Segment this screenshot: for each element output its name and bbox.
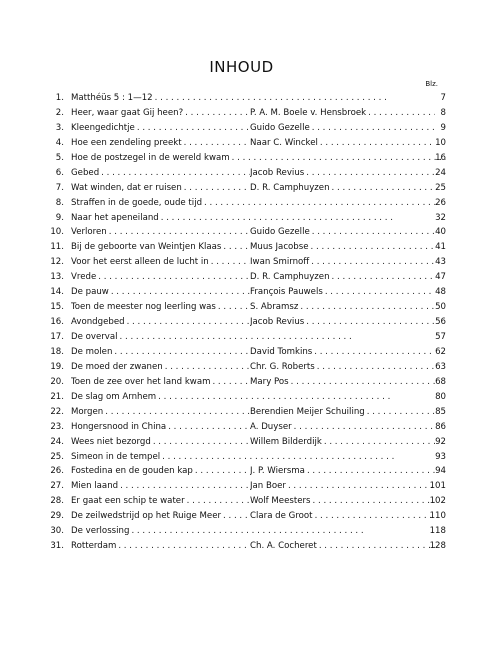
entry-page-number: 48 [435, 287, 446, 298]
entry-author-wrap [250, 494, 435, 509]
entry-page-number: 85 [435, 406, 446, 417]
entry-author-wrap [250, 166, 435, 181]
entry-number: 6. [55, 167, 64, 178]
entry-author: Guido Gezelle [250, 227, 310, 238]
entry-title: De overval [71, 332, 118, 342]
entry-author: Iwan Smirnoff [250, 257, 310, 268]
entry-number: 18. [50, 346, 64, 357]
entry-author-wrap [250, 435, 435, 450]
entry-page-number: 43 [435, 257, 446, 268]
entry-title: Gebed [71, 167, 100, 178]
toc-entry [50, 151, 446, 166]
entry-page-number: 68 [435, 376, 446, 387]
entry-number: 29. [50, 511, 64, 522]
toc-entry [50, 240, 446, 255]
entry-author: Ch. A. Cocheret [250, 541, 317, 552]
entry-title: De moed der zwanen [71, 361, 163, 372]
entry-title: Toen de zee over het land kwam [71, 376, 211, 387]
entry-page-number: 26 [435, 197, 446, 208]
toc-entry [50, 285, 446, 300]
toc-entry [50, 360, 446, 375]
entry-title: Bij de geboorte van Weintjen Klaas [71, 242, 222, 253]
entry-page-number: 24 [435, 167, 446, 178]
entry-author-wrap [250, 106, 435, 121]
entry-author-wrap [250, 539, 435, 554]
entry-number: 1. [55, 93, 64, 103]
entry-author-wrap [250, 255, 435, 270]
entry-author-wrap [250, 345, 435, 360]
entry-title: De pauw [71, 287, 109, 298]
entry-page-number: 47 [435, 272, 446, 283]
entry-author: P. A. M. Boele v. Hensbroek [250, 107, 367, 118]
entry-number: 16. [50, 317, 64, 328]
entry-title-wrap [71, 106, 261, 121]
entry-number: 27. [50, 481, 64, 492]
entry-title: De molen [71, 346, 113, 357]
entry-title: Morgen [71, 406, 104, 417]
entry-title: Hongersnood in China [71, 421, 167, 432]
entry-title-wrap [71, 375, 261, 390]
entry-author: Mary Pos [250, 376, 289, 387]
entry-title: Kleengedichtje [71, 122, 135, 133]
entry-title-wrap [71, 345, 261, 360]
entry-page-number: 57 [435, 332, 446, 342]
entry-page-number: 80 [435, 391, 446, 402]
entry-title-wrap [71, 136, 261, 151]
entry-author: Clara de Groot [250, 511, 313, 522]
entry-title-wrap [71, 330, 446, 345]
entry-number: 9. [55, 212, 64, 223]
entry-page-number: 8 [440, 107, 446, 118]
entry-title: De slag om Arnhem [71, 391, 157, 402]
entry-page-number: 16 [435, 152, 446, 163]
toc-entry [50, 539, 446, 554]
toc-entry [50, 479, 446, 494]
entry-page-number: 92 [435, 436, 446, 447]
entry-author-wrap [250, 240, 435, 255]
entry-title: Mien laand [71, 481, 119, 492]
entry-number: 8. [55, 197, 64, 208]
entry-title: Straffen in de goede, oude tijd [71, 197, 203, 208]
entry-number: 12. [50, 257, 64, 268]
entry-author: D. R. Camphuyzen [250, 182, 330, 193]
entry-title-wrap [71, 509, 261, 524]
entry-title: Simeon in de tempel [71, 451, 161, 462]
entry-author-wrap [250, 360, 435, 375]
entry-title-wrap [71, 91, 446, 106]
entry-page-number: 7 [440, 93, 446, 103]
toc-entry [50, 315, 446, 330]
entry-author: Chr. G. Roberts [250, 361, 315, 372]
entry-page-number: 93 [435, 451, 446, 462]
entry-page-number: 110 [429, 511, 446, 522]
entry-title-wrap [71, 181, 261, 196]
entry-number: 31. [50, 541, 64, 552]
toc-entry [50, 330, 446, 345]
entry-title-wrap [71, 255, 261, 270]
entry-number: 24. [50, 436, 64, 447]
entry-title-wrap [71, 315, 261, 330]
entry-author: D. R. Camphuyzen [250, 272, 330, 283]
entry-title: Heer, waar gaat Gij heen? [71, 107, 184, 118]
entry-number: 28. [50, 496, 64, 507]
entry-number: 19. [50, 361, 64, 372]
entry-title-wrap [71, 390, 446, 405]
entry-title-wrap [71, 435, 261, 450]
entry-page-number: 56 [435, 317, 446, 328]
entry-number: 23. [50, 421, 64, 432]
entry-title-wrap [71, 240, 261, 255]
entry-number: 14. [50, 287, 64, 298]
table-of-contents [50, 91, 446, 554]
entry-author: Jacob Revius [250, 317, 305, 328]
toc-entry [50, 225, 446, 240]
entry-author-wrap [250, 121, 435, 136]
entry-author-wrap [250, 420, 435, 435]
entry-number: 10. [50, 227, 64, 238]
toc-entry [50, 181, 446, 196]
entry-number: 4. [55, 137, 64, 148]
entry-number: 11. [50, 242, 64, 253]
entry-title: De verlossing [71, 526, 130, 537]
entry-title: Vrede [71, 272, 97, 283]
entry-number: 2. [55, 107, 64, 118]
entry-title-wrap [71, 405, 261, 420]
entry-page-number: 62 [435, 346, 446, 357]
entry-page-number: 63 [435, 361, 446, 372]
entry-title: Rotterdam [71, 541, 117, 552]
entry-title: Matthéüs 5 : 1—12 [71, 93, 153, 103]
entry-author-wrap [250, 315, 435, 330]
entry-title: Verloren [71, 227, 107, 238]
toc-entry [50, 196, 446, 211]
entry-author: Jacob Revius [250, 167, 305, 178]
entry-author: Berendien Meijer Schuiling [250, 406, 365, 417]
toc-entry [50, 300, 446, 315]
entry-author: François Pauwels [250, 287, 323, 298]
entry-author-wrap [250, 479, 435, 494]
entry-author: Wolf Meesters [250, 496, 311, 507]
entry-author-wrap [250, 509, 435, 524]
entry-title: De zeilwedstrijd op het Ruige Meer [71, 511, 222, 522]
entry-number: 3. [55, 122, 64, 133]
entry-page-number: 32 [435, 212, 446, 223]
entry-page-number: 10 [435, 137, 446, 148]
entry-author: Muus Jacobse [250, 242, 309, 253]
entry-title: Naar het apeneiland [71, 212, 159, 223]
toc-entry [50, 121, 446, 136]
toc-entry [50, 420, 446, 435]
entry-title: Hoe een zendeling preekt [71, 137, 182, 148]
entry-author-wrap [250, 270, 435, 285]
entry-number: 22. [50, 406, 64, 417]
entry-author-wrap [250, 285, 435, 300]
entry-number: 21. [50, 391, 64, 402]
entry-author: Guido Gezelle [250, 122, 310, 133]
entry-number: 13. [50, 272, 64, 283]
entry-title-wrap [71, 464, 261, 479]
entry-page-number: 128 [429, 541, 446, 552]
entry-number: 7. [55, 182, 64, 193]
entry-title-wrap [71, 270, 261, 285]
entry-page-number: 50 [435, 302, 446, 313]
entry-title-wrap [71, 196, 446, 211]
entry-title-wrap [71, 479, 261, 494]
toc-entry [50, 136, 446, 151]
entry-title: Hoe de postzegel in de wereld kwam [71, 152, 230, 163]
entry-number: 5. [55, 152, 64, 163]
entry-title: Wat winden, dat er ruisen [71, 182, 182, 193]
entry-title: Er gaat een schip te water [71, 496, 185, 507]
entry-title-wrap [71, 420, 261, 435]
entry-number: 26. [50, 466, 64, 477]
toc-entry [50, 464, 446, 479]
entry-author-wrap [250, 300, 435, 315]
entry-title: Toen de meester nog leerling was [71, 302, 216, 313]
entry-author-wrap [250, 375, 435, 390]
entry-title-wrap [71, 450, 446, 465]
entry-title-wrap [71, 121, 261, 136]
entry-author: Jan Boer [250, 481, 286, 492]
entry-number: 15. [50, 302, 64, 313]
entry-title-wrap [71, 494, 261, 509]
entry-title-wrap [71, 211, 446, 226]
entry-author: David Tomkins [250, 346, 313, 357]
toc-entry [50, 106, 446, 121]
entry-author-wrap [250, 225, 435, 240]
entry-number: 30. [50, 526, 64, 537]
entry-page-number: 102 [429, 496, 446, 507]
entry-author: S. Abramsz [250, 302, 299, 313]
toc-entry [50, 494, 446, 509]
entry-author: Naar C. Winckel [250, 137, 318, 148]
entry-title-wrap [71, 166, 261, 181]
entry-page-number: 101 [429, 481, 446, 492]
entry-title: Avondgebed [71, 317, 125, 328]
entry-title-wrap [71, 285, 261, 300]
toc-entry [50, 390, 446, 405]
entry-number: 25. [50, 451, 64, 462]
entry-page-number: 40 [435, 227, 446, 238]
entry-title-wrap [71, 524, 446, 539]
entry-title: Voor het eerst alleen de lucht in [71, 257, 209, 268]
toc-entry [50, 166, 446, 181]
entry-page-number: 25 [435, 182, 446, 193]
entry-title-wrap [71, 539, 261, 554]
toc-entry [50, 255, 446, 270]
entry-page-number: 41 [435, 242, 446, 253]
page-column-label: Blz. [425, 80, 438, 88]
entry-page-number: 86 [435, 421, 446, 432]
toc-entry [50, 270, 446, 285]
toc-entry [50, 91, 446, 106]
entry-author-wrap [250, 181, 435, 196]
toc-entry [50, 375, 446, 390]
toc-entry [50, 450, 446, 465]
entry-title: Fostedina en de gouden kap [71, 466, 193, 477]
entry-title: Wees niet bezorgd [71, 436, 151, 447]
entry-author: Willem Bilderdijk [250, 436, 322, 447]
toc-entry [50, 509, 446, 524]
toc-entry [50, 345, 446, 360]
entry-page-number: 9 [440, 122, 446, 133]
page-title: INHOUD [209, 58, 274, 76]
toc-entry [50, 405, 446, 420]
entry-author: A. Duyser [250, 421, 292, 432]
entry-page-number: 118 [429, 526, 446, 537]
entry-number: 20. [50, 376, 64, 387]
entry-author-wrap [250, 405, 435, 420]
entry-page-number: 94 [435, 466, 446, 477]
entry-author: J. P. Wiersma [250, 466, 305, 477]
entry-title-wrap [71, 360, 261, 375]
toc-entry [50, 524, 446, 539]
entry-number: 17. [50, 332, 64, 342]
entry-author-wrap [250, 136, 435, 151]
entry-title-wrap [71, 151, 446, 166]
entry-title-wrap [71, 225, 261, 240]
toc-entry [50, 435, 446, 450]
entry-title-wrap [71, 300, 261, 315]
entry-author-wrap [250, 464, 435, 479]
toc-entry [50, 211, 446, 226]
